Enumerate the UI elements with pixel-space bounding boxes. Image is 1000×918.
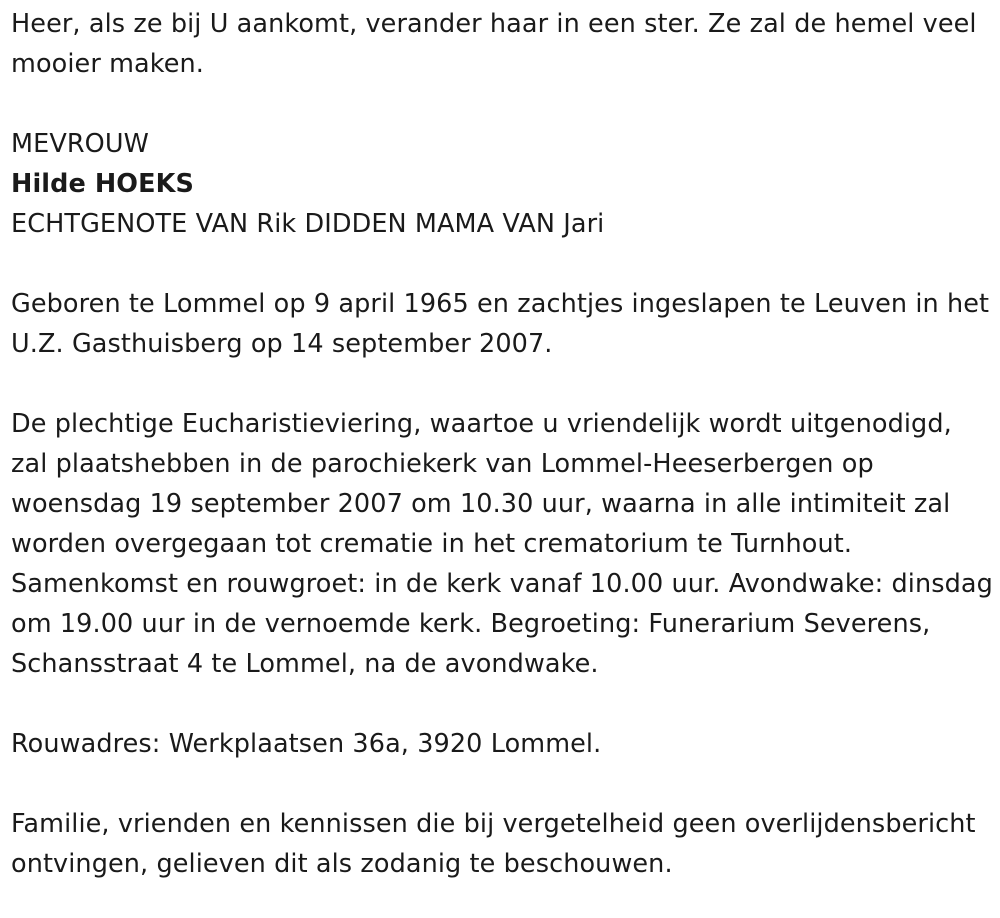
birth-death-paragraph: Geboren te Lommel op 9 april 1965 en zachtjes ingeslapen te Leuven in het U.Z. Gasthuisberg op 14 september 2007. (11, 289, 990, 359)
spacer (11, 684, 996, 724)
closing-paragraph: Familie, vrienden en kennissen die bij vergetelheid geen overlijdensbericht ontvingen, gelieven dit als zodanig te beschouwen. (11, 809, 976, 879)
obituary-notice (11, 4, 996, 884)
title-line: MEVROUW (11, 129, 149, 159)
spacer (11, 244, 996, 284)
spacer (11, 764, 996, 804)
spacer (11, 364, 996, 404)
deceased-name: Hilde HOEKS (11, 169, 194, 199)
spacer (11, 84, 996, 124)
ceremony-paragraph: De plechtige Eucharistieviering, waartoe u vriendelijk wordt uitgenodigd, zal plaatshebben in de parochiekerk van Lommel-Heeserbergen op woensdag 19 september 2007 om 10.30 uur, waarna in alle intimiteit zal worden overgegaan tot crematie in het crematorium te Turnhout. Samenkomst en rouwgroet: in de kerk vanaf 10.00 uur. Avondwake: dinsdag om 19.00 uur in de vernoemde kerk. Begroeting: Funerarium Severens, Schansstraat 4 te Lommel, na de avondwake. (11, 409, 993, 679)
address-line: Rouwadres: Werkplaatsen 36a, 3920 Lommel. (11, 729, 602, 759)
quote-paragraph: Heer, als ze bij U aankomt, verander haar in een ster. Ze zal de hemel veel mooier maken. (11, 9, 977, 79)
relation-line: ECHTGENOTE VAN Rik DIDDEN MAMA VAN Jari (11, 209, 605, 239)
